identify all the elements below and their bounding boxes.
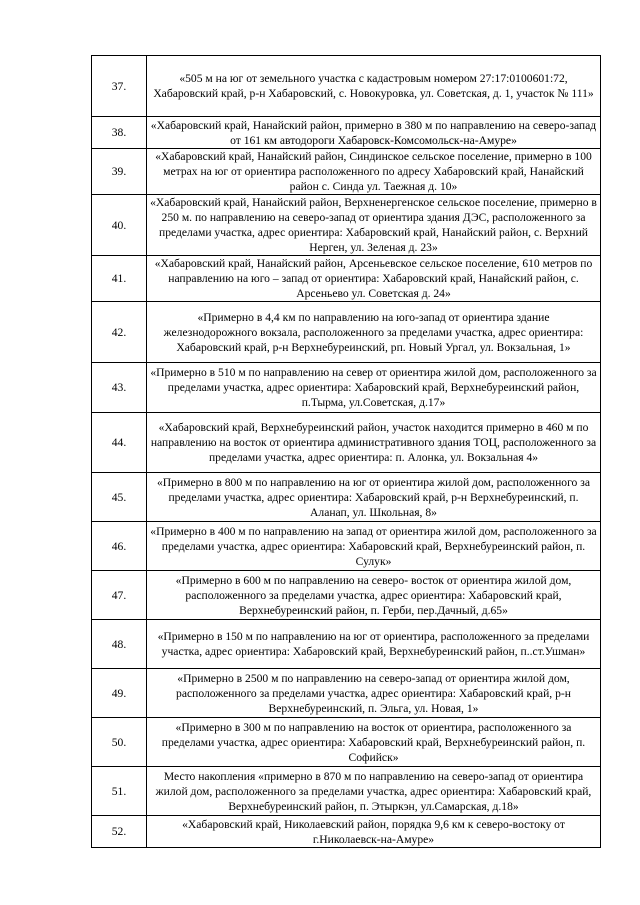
location-description: «Хабаровский край, Нанайский район, примерно в 380 м по направлению на северо-запад от 161 км автодороги Хабаровск-Комсомольск-на-Амуре» [147, 117, 601, 149]
row-number: 41. [92, 256, 147, 302]
location-description: «Примерно в 400 м по направлению на запад от ориентира жилой дом, расположенного за пределами участка, адрес ориентира: Хабаровский край, Верхнебуреинский район, п. Сулук» [147, 522, 601, 571]
row-number: 45. [92, 473, 147, 522]
table-row [92, 256, 601, 302]
table-row [92, 302, 601, 363]
location-description: «Примерно в 800 м по направлению на юг от ориентира жилой дом, расположенного за пределами участка, адрес ориентира: Хабаровский край, р-н Верхнебуреинский, п. Аланап, ул. Школьная, 8» [147, 473, 601, 522]
table-row [92, 718, 601, 767]
location-description: «Примерно в 600 м по направлению на северо- восток от ориентира жилой дом, расположенного за пределами участка, адрес ориентира: Хабаровский край, Верхнебуреинский район, п. Герби, пер.Дачный, д.65» [147, 571, 601, 620]
row-number: 39. [92, 149, 147, 195]
location-description: Место накопления «примерно в 870 м по направлению на северо-запад от ориентира жилой дом, расположенного за пределами участка, адрес ориентира: Хабаровский край, Верхнебуреинский район, п. Этыркэн, ул.Самарская, д.18» [147, 767, 601, 816]
row-number: 50. [92, 718, 147, 767]
table-row [92, 767, 601, 816]
table-row [92, 149, 601, 195]
table-row [92, 413, 601, 473]
location-description: «Хабаровский край, Николаевский район, порядка 9,6 км к северо-востоку от г.Николаевск-на-Амуре» [147, 816, 601, 848]
locations-table [91, 55, 601, 848]
row-number: 52. [92, 816, 147, 848]
row-number: 47. [92, 571, 147, 620]
row-number: 48. [92, 620, 147, 669]
location-description: «Хабаровский край, Верхнебуреинский район, участок находится примерно в 460 м по направлению на восток от ориентира административного здания ТОЦ, расположенного за пределами участка, адрес ориентира: п. Алонка, ул. Вокзальная 4» [147, 413, 601, 473]
table-row [92, 669, 601, 718]
row-number: 49. [92, 669, 147, 718]
location-description: «Примерно в 150 м по направлению на юг от ориентира, расположенного за пределами участка, адрес ориентира: Хабаровский край, Верхнебуреинский район, п..ст.Ушман» [147, 620, 601, 669]
row-number: 46. [92, 522, 147, 571]
table-row [92, 522, 601, 571]
table-row [92, 816, 601, 848]
location-description: «Хабаровский край, Нанайский район, Арсеньевское сельское поселение, 610 метров по направлению на юго – запад от ориентира: Хабаровский край, Нанайский район, с. Арсеньево ул. Советская д. 24» [147, 256, 601, 302]
table-row [92, 56, 601, 117]
row-number: 38. [92, 117, 147, 149]
table-row [92, 620, 601, 669]
table-row [92, 195, 601, 256]
row-number: 37. [92, 56, 147, 117]
table-row [92, 473, 601, 522]
location-description: «505 м на юг от земельного участка с кадастровым номером 27:17:0100601:72, Хабаровский край, р-н Хабаровский, с. Новокуровка, ул. Советская, д. 1, участок № 111» [147, 56, 601, 117]
table-row [92, 363, 601, 413]
table-row [92, 571, 601, 620]
row-number: 42. [92, 302, 147, 363]
row-number: 43. [92, 363, 147, 413]
location-description: «Хабаровский край, Нанайский район, Верхненергенское сельское поселение, примерно в 250 м. по направлению на северо-запад от ориентира здания ДЭС, расположенного за пределами участка, адрес ориентира: Хабаровский край, Нанайский район, с. Верхний Нерген, ул. Зеленая д. 23» [147, 195, 601, 256]
location-description: «Примерно в 2500 м по направлению на северо-запад от ориентира жилой дом, расположенного за пределами участка, адрес ориентира: Хабаровский край, р-н Верхнебуреинский, п. Эльга, ул. Новая, 1» [147, 669, 601, 718]
location-description: «Примерно в 4,4 км по направлению на юго-запад от ориентира здание железнодорожного вокзала, расположенного за пределами участка, адрес ориентира: Хабаровский край, р-н Верхнебуреинский, рп. Новый Ургал, ул. Вокзальная, 1» [147, 302, 601, 363]
location-description: «Примерно в 510 м по направлению на север от ориентира жилой дом, расположенного за пределами участка, адрес ориентира: Хабаровский край, Верхнебуреинский район, п.Тырма, ул.Советская, д.17» [147, 363, 601, 413]
location-description: «Примерно в 300 м по направлению на восток от ориентира, расположенного за пределами участка, адрес ориентира: Хабаровский край, Верхнебуреинский район, п. Софийск» [147, 718, 601, 767]
location-description: «Хабаровский край, Нанайский район, Синдинское сельское поселение, примерно в 100 метрах на юг от ориентира расположенного по адресу Хабаровский край, Нанайский район с. Синда ул. Таежная д. 10» [147, 149, 601, 195]
table-row [92, 117, 601, 149]
row-number: 51. [92, 767, 147, 816]
row-number: 44. [92, 413, 147, 473]
row-number: 40. [92, 195, 147, 256]
